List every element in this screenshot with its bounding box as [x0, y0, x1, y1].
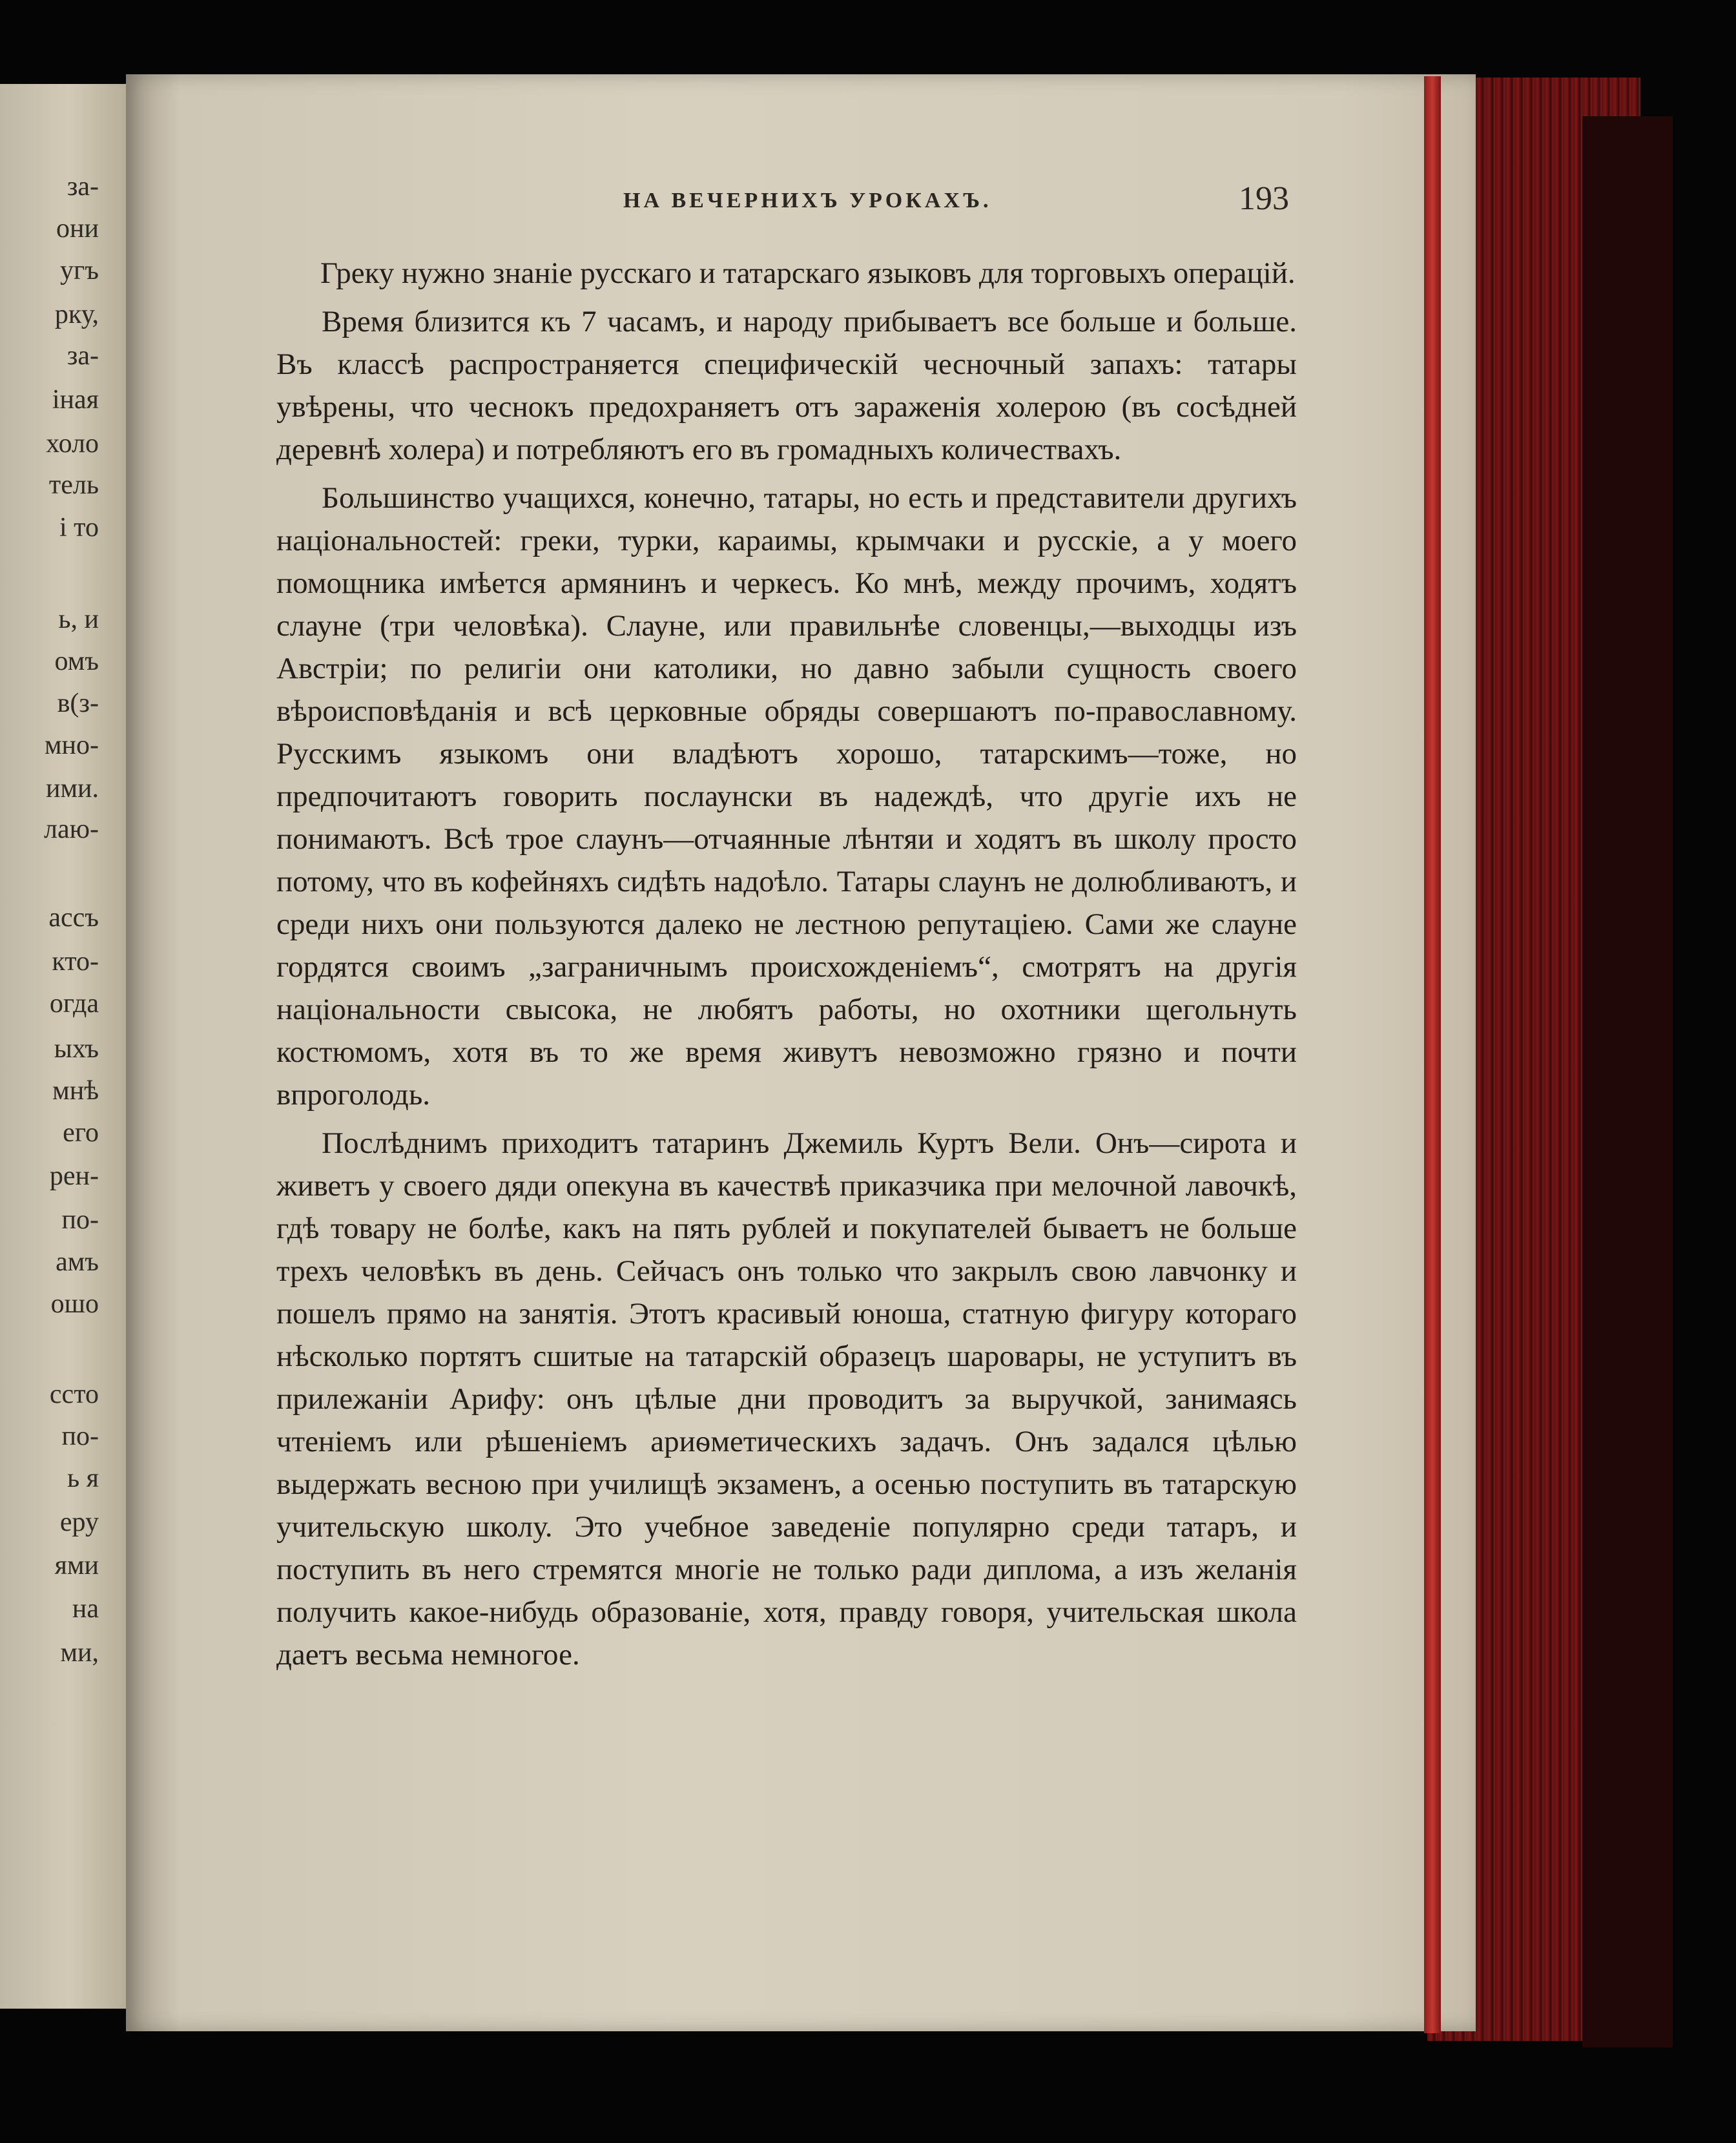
running-head: НА ВЕЧЕРНИХЪ УРОКАХЪ. — [623, 189, 992, 212]
left-page-text-fragment: мно- — [44, 730, 99, 760]
book-cover-edge — [1582, 116, 1673, 2047]
left-page-text-fragment: в(з- — [57, 688, 99, 718]
left-page-text-fragment: і то — [59, 513, 99, 543]
left-page-text-fragment: тель — [48, 470, 99, 500]
left-page-text-fragment: ь, и — [58, 605, 99, 634]
left-page-text-fragment: рен- — [49, 1161, 99, 1191]
left-page-text-fragment: ошо — [50, 1289, 99, 1319]
left-page-text-fragment: лаю- — [44, 814, 99, 844]
paragraph: Большинство учащихся, конечно, татары, но есть и представители другихъ національностей: греки, турки, караимы, крымчаки и русскіе, а у моего помощника имѣется армянинъ и черкесъ. Ко мнѣ, между прочимъ, ходятъ слауне (три человѣка). Слауне, или правильнѣе словенцы,—выходцы изъ Австріи; по религіи они католики, но давно забыли сущность своего вѣроисповѣданія и всѣ церковные обряды совершаютъ по-православному. Русскимъ языкомъ они владѣютъ хорошо, татарскимъ—тоже, но предпочитаютъ говорить послаунски въ надеждѣ, что другіе ихъ не понимаютъ. Всѣ трое слаунъ—отчаянные лѣнтяи и ходятъ въ школу просто потому, что въ кофейняхъ сидѣть надоѣло. Татары слаунъ не долюбливаютъ, и среди нихъ они пользуются далеко не лестною репутаціею. Сами же слауне гордятся своимъ „заграничнымъ происхожденіемъ“, смотрятъ на другія національности свысока, не любятъ работы, но охотники щегольнуть костюмомъ, хотя въ то же время живутъ невозможно грязно и почти впроголодь. — [276, 481, 1297, 1112]
left-page-text-fragment: ассъ — [48, 903, 99, 933]
left-page-text-fragment: ссто — [49, 1380, 99, 1409]
left-page-text-fragment: по- — [61, 1205, 99, 1235]
left-page-text-fragment: амъ — [56, 1247, 99, 1277]
left-page-text-fragment: по- — [61, 1422, 99, 1451]
left-page-text-fragment: огда — [49, 989, 99, 1019]
left-page-text-fragment: за- — [67, 341, 99, 371]
left-page — [0, 84, 126, 2009]
left-page-text-fragment: ми, — [60, 1638, 99, 1668]
left-page-text-fragment: ыхъ — [54, 1034, 99, 1064]
page-number: 193 — [1239, 180, 1289, 217]
left-page-text-fragment: холо — [46, 429, 99, 459]
body-text — [276, 252, 1297, 1682]
left-page-text-fragment: они — [56, 214, 99, 243]
left-page-text-fragment: ями — [54, 1551, 99, 1580]
left-page-text-fragment: рку, — [54, 300, 99, 329]
left-page-text-fragment: еру — [59, 1507, 99, 1537]
left-page-text-fragment: ими. — [45, 774, 99, 803]
left-page-text-fragment: кто- — [52, 947, 99, 977]
paragraph: Греку нужно знаніе русскаго и татарскаго языковъ для торговыхъ операцій. — [320, 256, 1296, 290]
left-page-text-fragment: за- — [67, 172, 99, 202]
paragraph: Послѣднимъ приходитъ татаринъ Джемиль Куртъ Вели. Онъ—сирота и живетъ у своего дяди опекуна въ качествѣ приказчика при мелочной лавочкѣ, гдѣ товару не болѣе, какъ на пять рублей и покупателей бываетъ не больше трехъ человѣкъ въ день. Сейчасъ онъ только что закрылъ свою лавчонку и пошелъ прямо на занятія. Этотъ красивый юноша, статную фигуру котораго нѣсколько портятъ сшитые на татарскій образецъ шаровары, не уступитъ въ прилежаніи Арифу: онъ цѣлые дни проводитъ за выручкой, занимаясь чтеніемъ или рѣшеніемъ ариѳметическихъ задачъ. Онъ задался цѣлью выдержать весною при училищѣ экзаменъ, а осенью поступить въ татарскую учительскую школу. Это учебное заведеніе популярно среди татаръ, и поступить въ него стремятся многіе не только ради диплома, а изъ желанія получить какое-нибудь образованіе, хотя, правду говоря, учительская школа даетъ весьма немногое. — [276, 1126, 1297, 1672]
left-page-text-fragment: омъ — [54, 647, 99, 676]
left-page-text-fragment: угъ — [60, 256, 99, 285]
left-page-text-fragment: мнѣ — [52, 1076, 99, 1106]
red-page-edge — [1424, 76, 1441, 2033]
left-page-text-fragment: ь я — [67, 1464, 99, 1493]
left-page-text-fragment: его — [63, 1118, 99, 1148]
left-page-text-fragment: на — [72, 1594, 99, 1624]
left-page-text-fragment: іная — [52, 385, 99, 415]
paragraph: Время близится къ 7 часамъ, и народу прибываетъ все больше и больше. Въ классѣ распространяется специфическій чесночный запахъ: татары увѣрены, что чеснокъ предохраняетъ отъ зараженія холерою (въ сосѣдней деревнѣ холера) и потребляютъ его въ громадныхъ количествахъ. — [276, 305, 1297, 466]
